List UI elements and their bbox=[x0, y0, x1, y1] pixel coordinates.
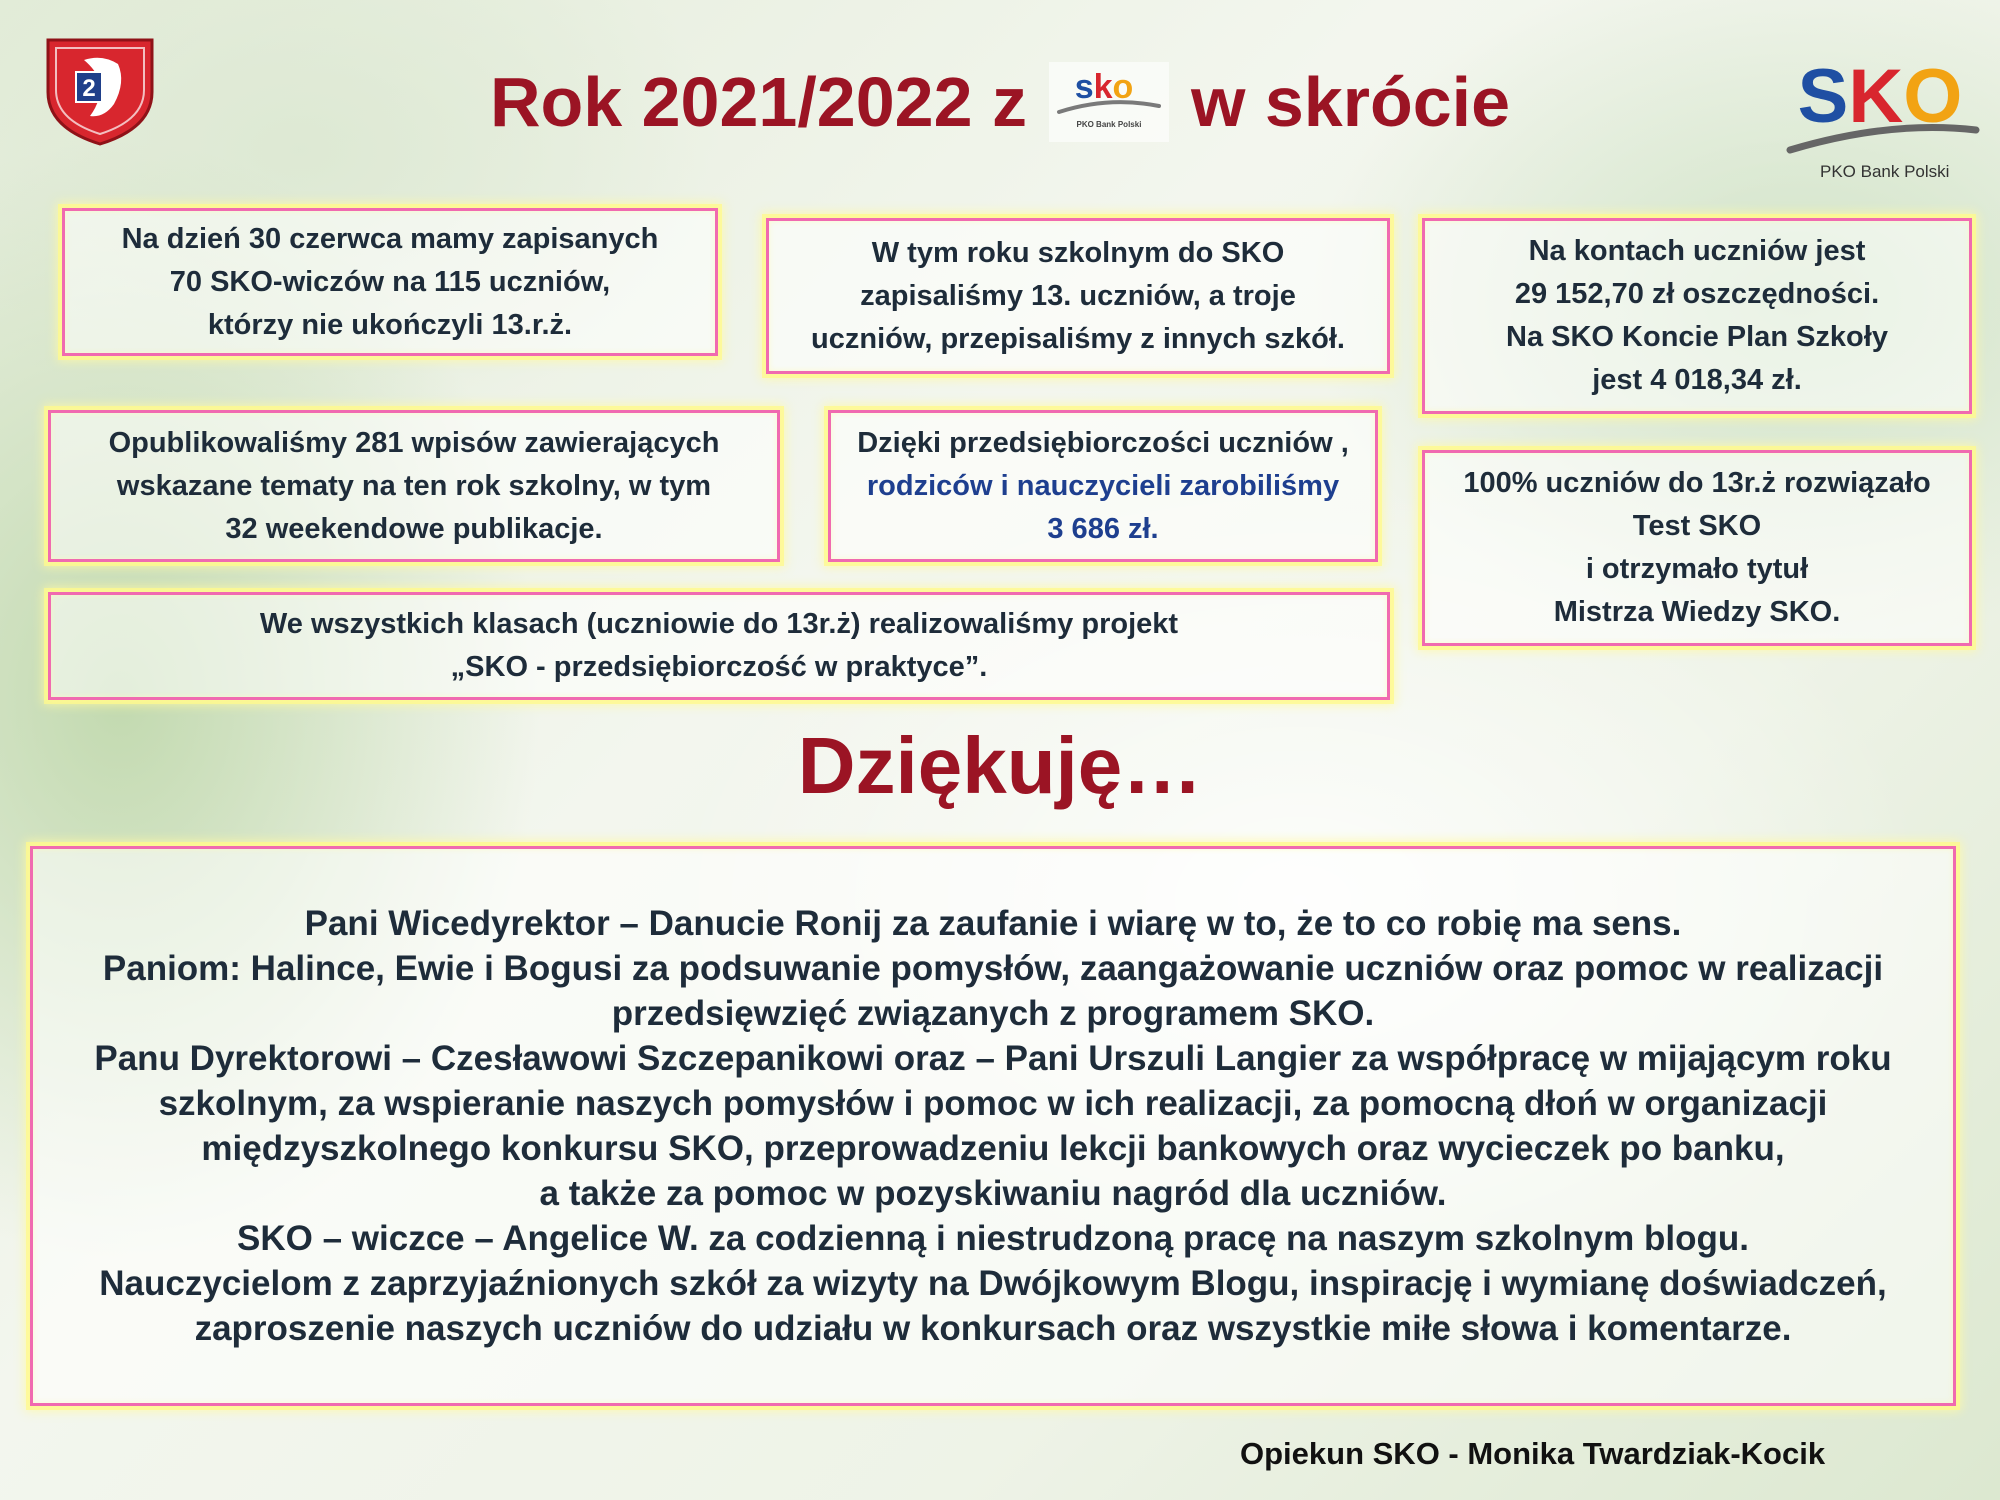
info-line: i otrzymało tytuł bbox=[1585, 553, 1809, 585]
thanks-line: a także za pomoc w pozyskiwaniu nagród dla uczniów. bbox=[539, 1174, 1447, 1213]
info-line: uczniów, przepisaliśmy z innych szkół. bbox=[811, 322, 1345, 355]
thanks-line: Paniom: Halince, Ewie i Bogusi za podsuwanie pomysłów, zaangażowanie uczniów oraz pomoc w realizacji bbox=[102, 949, 1884, 988]
thanks-line: międzyszkolnego konkursu SKO, przeprowadzeniu lekcji bankowych oraz wycieczek po banku, bbox=[201, 1129, 1785, 1168]
info-line: wskazane tematy na ten rok szkolny, w tym bbox=[116, 469, 712, 502]
info-box-project bbox=[48, 592, 1390, 700]
info-line: 3 686 zł. bbox=[1047, 512, 1159, 545]
thanks-box bbox=[30, 846, 1956, 1406]
sko-logo-icon bbox=[1780, 50, 1980, 170]
title-suffix: w skrócie bbox=[1190, 63, 1511, 141]
info-line: którzy nie ukończyli 13.r.ż. bbox=[207, 308, 573, 341]
info-line: jest 4 018,34 zł. bbox=[1592, 364, 1802, 396]
sko-logo bbox=[1780, 50, 1980, 190]
title-prefix: Rok 2021/2022 z bbox=[489, 63, 1027, 141]
info-line: Test SKO bbox=[1632, 510, 1762, 542]
info-box-earned bbox=[828, 410, 1378, 562]
info-line: 29 152,70 zł oszczędności. bbox=[1514, 278, 1880, 310]
svg-text:sko: sko bbox=[1074, 68, 1134, 106]
info-line: Na SKO Koncie Plan Szkoły bbox=[1506, 321, 1888, 353]
svg-text:SKO: SKO bbox=[1797, 54, 1963, 139]
info-line: 32 weekendowe publikacje. bbox=[225, 512, 603, 545]
info-line: We wszystkich klasach (uczniowie do 13r.ż) realizowaliśmy projekt bbox=[259, 608, 1179, 640]
emblem-number: 2 bbox=[82, 75, 96, 102]
info-line: „SKO - przedsiębiorczość w praktyce”. bbox=[450, 651, 988, 683]
thanks-line: Panu Dyrektorowi – Czesławowi Szczepanikowi oraz – Pani Urszuli Langier za współpracę w mijającym roku bbox=[94, 1039, 1892, 1078]
thanks-line: SKO – wiczce – Angelice W. za codzienną i niestrudzoną pracę na naszym szkolnym blogu. bbox=[237, 1219, 1749, 1258]
info-line: Dzięki przedsiębiorczości uczniów , bbox=[857, 426, 1349, 459]
thanks-line: przedsięwzięć związanych z programem SKO. bbox=[611, 994, 1375, 1033]
thanks-line: Pani Wicedyrektor – Danucie Ronij za zaufanie i wiarę w to, że to co robię ma sens. bbox=[304, 904, 1682, 943]
sko-inline-logo-caption: PKO Bank Polski bbox=[1076, 120, 1142, 129]
info-line: Na dzień 30 czerwca mamy zapisanych bbox=[121, 222, 659, 255]
info-line: Na kontach uczniów jest bbox=[1528, 235, 1866, 267]
info-line: rodziców i nauczycieli zarobiliśmy bbox=[866, 469, 1340, 502]
info-line: Mistrza Wiedzy SKO. bbox=[1553, 596, 1841, 628]
thanks-line: zaproszenie naszych uczniów do udziału w konkursach oraz wszystkie miłe słowa i komentarze. bbox=[194, 1309, 1792, 1348]
info-line: 100% uczniów do 13r.ż rozwiązało bbox=[1463, 467, 1931, 499]
sko-inline-logo bbox=[1049, 62, 1169, 142]
sko-logo-caption: PKO Bank Polski bbox=[1820, 162, 1950, 181]
footer-signature: Opiekun SKO - Monika Twardziak-Kocik bbox=[1240, 1436, 1826, 1471]
sko-logo-icon bbox=[1049, 62, 1169, 142]
info-line: W tym roku szkolnym do SKO bbox=[871, 236, 1285, 269]
info-box-posts bbox=[48, 410, 780, 562]
info-box-enrolled bbox=[766, 218, 1390, 374]
info-line: Opublikowaliśmy 281 wpisów zawierających bbox=[108, 426, 720, 459]
thanks-line: Nauczycielom z zaprzyjaźnionych szkół za wizyty na Dwójkowym Blogu, inspirację i wymianę doświadczeń, bbox=[99, 1264, 1887, 1303]
info-box-test bbox=[1422, 450, 1972, 646]
info-line: 70 SKO-wiczów na 115 uczniów, bbox=[169, 265, 611, 298]
page-title bbox=[0, 62, 2000, 142]
thanks-line: szkolnym, za wspieranie naszych pomysłów i pomoc w ich realizacji, za pomocną dłoń w organizacji bbox=[158, 1084, 1828, 1123]
info-box-members bbox=[62, 208, 718, 356]
info-line: zapisaliśmy 13. uczniów, a troje bbox=[860, 279, 1296, 312]
info-box-savings bbox=[1422, 218, 1972, 414]
thanks-heading: Dziękuję… bbox=[797, 721, 1203, 810]
